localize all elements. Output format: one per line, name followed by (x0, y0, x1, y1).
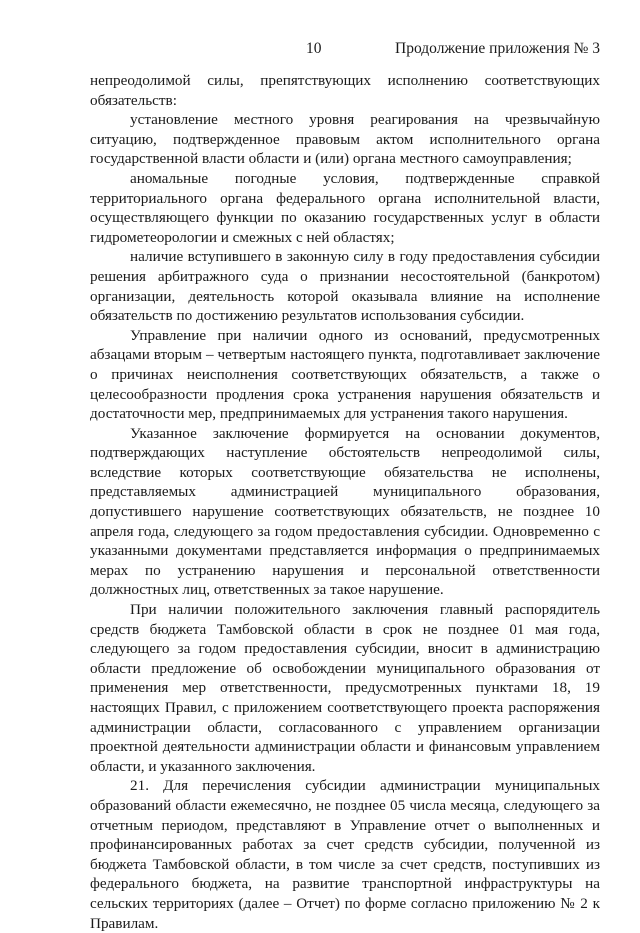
appendix-continuation-label: Продолжение приложения № 3 (395, 40, 600, 57)
document-body (90, 71, 600, 933)
paragraph-emergency-level: установление местного уровня реагирования на чрезвычайную ситуацию, подтвержденное правовым актом исполнительного органа государственной власти области и (или) органа местного самоуправления; (90, 111, 600, 168)
paragraph-item-21: 21. Для перечисления субсидии администрации муниципальных образований области ежемесячно, не позднее 05 числа месяца, следующего за отчетным периодом, представляют в Управление отчет о выполненных и профинансированных работах за счет средств субсидии, полученной из бюджета Тамбовской области, в том числе за счет средств, поступивших из федерального бюджета, на развитие транспортной инфраструктуры на сельских территориях (далее – Отчет) по форме согласно приложению № 2 к Правилам. (90, 777, 600, 932)
paragraph-weather-conditions: аномальные погодные условия, подтвержденные справкой территориального органа федерального органа исполнительной власти, осуществляющего функции по оказанию государственных услуг в области гидрометеорологии и смежных с ней областях; (90, 169, 600, 246)
paragraph-continuation: непреодолимой силы, препятствующих исполнению соответствующих обязательств: (90, 72, 600, 109)
paragraph-conclusion-preparation: Управление при наличии одного из оснований, предусмотренных абзацами вторым – четвертым настоящего пункта, подготавливает заключение о причинах неисполнения соответствующих обязательств, а также о целесообразности продления срока устранения нарушения обязательств и достаточности мер, предпринимаемых для устранения такого нарушения. (90, 326, 600, 423)
paragraph-positive-conclusion: При наличии положительного заключения главный распорядитель средств бюджета Тамбовской области в срок не позднее 01 мая года, следующего за годом предоставления субсидии, вносит в администрацию области предложение об освобождении муниципального образования от применения мер ответственности, предусмотренных пунктами 18, 19 настоящих Правил, с приложением соответствующего проекта распоряжения администрации области, согласованного с управлением организации проектной деятельности администрации области и финансовым управлением области, и указанного заключения. (90, 601, 600, 775)
paragraph-conclusion-documents: Указанное заключение формируется на основании документов, подтверждающих наступление обстоятельств непреодолимой силы, вследствие которых соответствующие обязательства не исполнены, представляемых администрацией муниципального образования, допустившего нарушение соответствующих обязательств, не позднее 10 апреля года, следующего за годом предоставления субсидии. Одновременно с указанными документами представляется информация о предпринимаемых мерах по устранению нарушения и персональной ответственности должностных лиц, ответственных за такое нарушение. (90, 424, 600, 599)
paragraph-court-decision: наличие вступившего в законную силу в году предоставления субсидии решения арбитражного суда о признании несостоятельной (банкротом) организации, деятельность которой оказывала влияние на исполнение обязательств по достижению результатов использования субсидии. (90, 248, 600, 325)
page-header (0, 40, 640, 62)
page-number: 10 (306, 40, 322, 57)
